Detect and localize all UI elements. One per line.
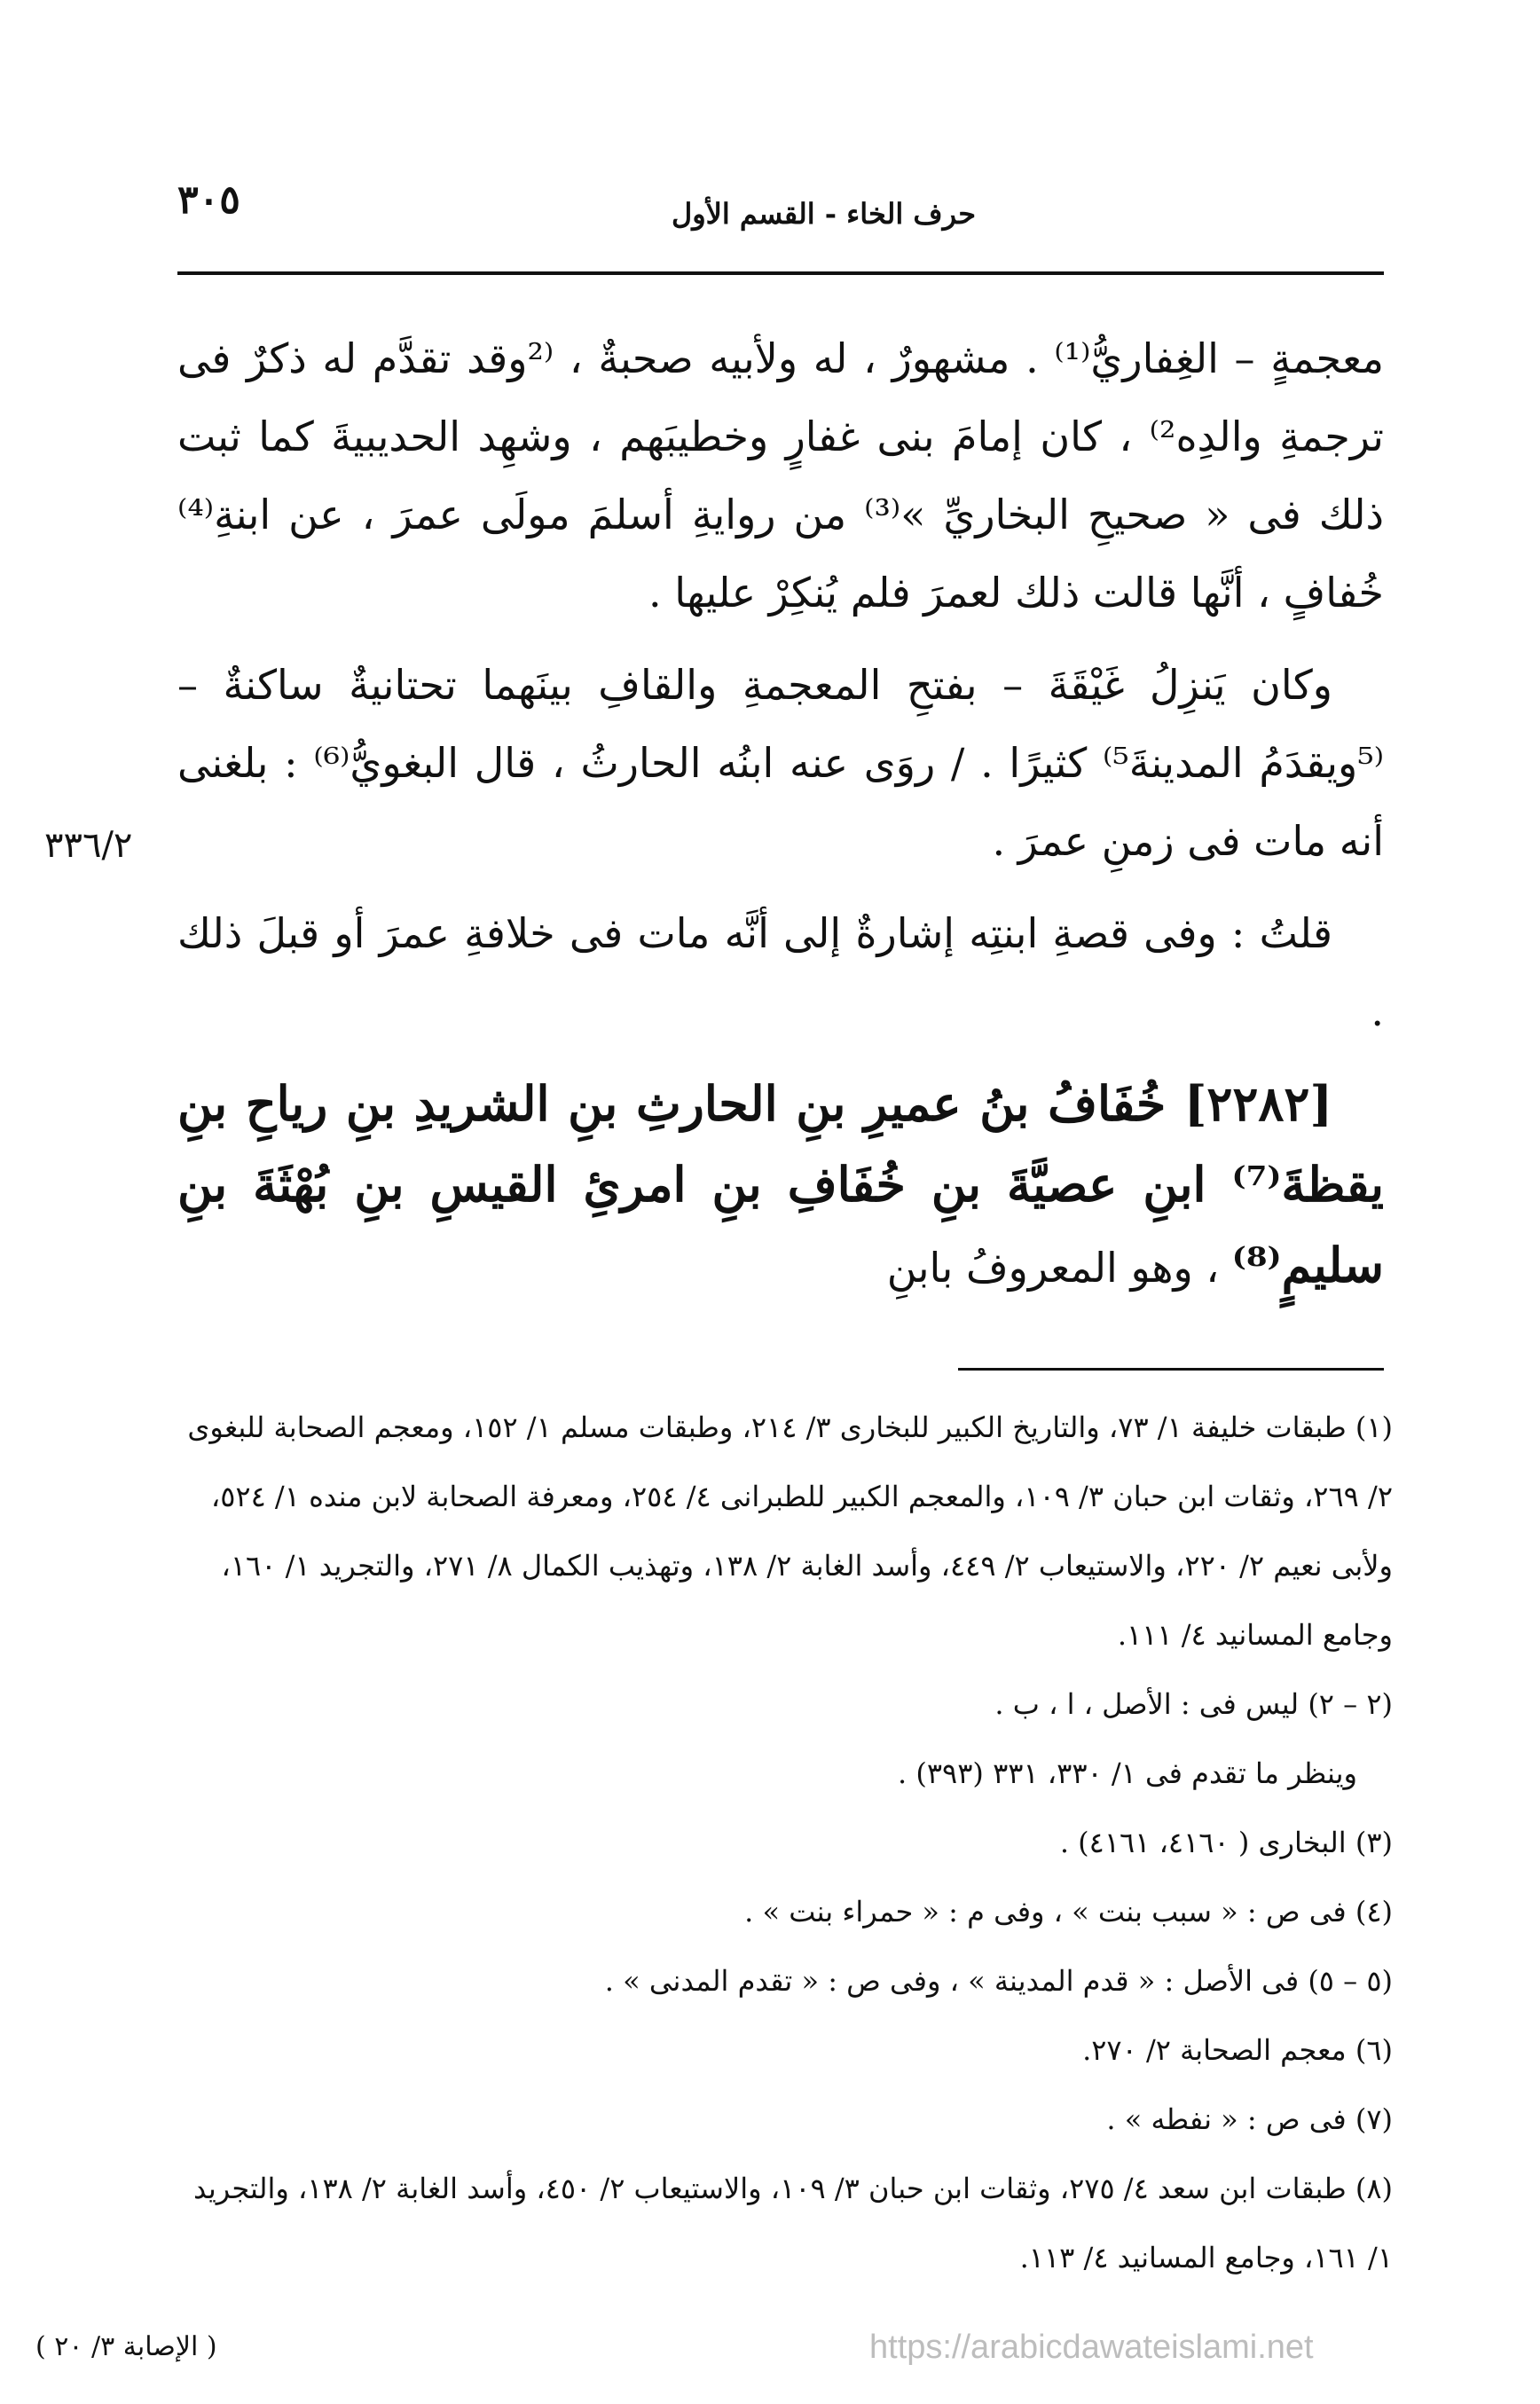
page-number: ٣٠٥ [177, 177, 240, 223]
footnote-4: (٤) فى ص : « سبب بنت » ، وفى م : « حمراء بنت » . [744, 1895, 1393, 1929]
entry-paragraph [177, 1065, 1384, 1307]
edition-reference: ( الإصابة ٣/ ٢٠ ) [35, 2331, 217, 2362]
header-rule [177, 271, 1384, 275]
entry-tail: ، وهو المعروفُ بابنِ [886, 1244, 1220, 1292]
footnote-8: (٨) طبقات ابن سعد ٤/ ٢٧٥، وثقات ابن حبان ٣/ ١٠٩، والاستيعاب ٢/ ٤٥٠، وأسد الغابة ٢/ ١٣٨، والتجريد ١/ ١٦١، وجامع المسانيد ٤/ ١١٣. [193, 2172, 1393, 2274]
footnote-6: (٦) معجم الصحابة ٢/ ٢٧٠. [1082, 2033, 1393, 2067]
watermark-url: https://arabicdawateislami.net [869, 2329, 1314, 2366]
footnote-5: (٥ – ٥) فى الأصل : « قدم المدينة » ، وفى ص : « تقدم المدنى » . [604, 1964, 1393, 1998]
paragraph-3: قلتُ : وفى قصةِ ابنتِه إشارةٌ إلى أنَّه مات فى خلافةِ عمرَ أو قبلَ ذلك . [177, 909, 1384, 1035]
main-text [177, 319, 1384, 1321]
footnotes [169, 1393, 1393, 2292]
footnote-7: (٧) فى ص : « نفطه » . [1106, 2102, 1393, 2136]
entry-heading: [٢٢٨٢] خُفَافُ بنُ عميرِ بنِ الحارثِ بنِ الشريدِ بنِ رياحِ بنِ يقظةَ⁽⁷⁾ ابنِ عصيَّةَ بنِ خُفَافِ بنِ امرئِ القيسِ بنِ بُهْثَةَ بنِ سليمٍ⁽⁸⁾ [177, 1075, 1384, 1293]
paragraph-1: معجمةٍ – الغِفاريُّ⁽¹⁾ . مشهورٌ ، له ولأبيه صحبةٌ ، ⁽²وقد تقدَّم له ذكرٌ فى ترجمةِ والدِه²⁾ ، كان إمامَ بنى غفارٍ وخطيبَهم ، وشهِد الحديبيةَ كما ثبت ذلك فى « صحيحِ البخاريِّ »⁽³⁾ من روايةِ أسلمَ مولَى عمرَ ، عن ابنةِ⁽⁴⁾ خُفافٍ ، أنَّها قالت ذلك لعمرَ فلم يُنكِرْ عليها . [177, 334, 1384, 617]
paragraph-2: وكان يَنزِلُ غَيْقَةَ – بفتحِ المعجمةِ والقافِ بينَهما تحتانيةٌ ساكنةٌ – ⁽⁵ويقدَمُ المدينةَ⁵⁾ كثيرًا . / روَى عنه ابنُه الحارثُ ، قال البغويُّ⁽⁶⁾ : بلغنى أنه مات فى زمنِ عمرَ . [177, 661, 1385, 865]
footnote-rule [958, 1368, 1384, 1371]
footnote-2-note: وينظر ما تقدم فى ١/ ٣٣٠، ٣٣١ (٣٩٣) . [898, 1756, 1357, 1790]
footnote-1: (١) طبقات خليفة ١/ ٧٣، والتاريخ الكبير للبخارى ٣/ ٢١٤، وطبقات مسلم ١/ ١٥٢، ومعجم الصحابة للبغوى ٢/ ٢٦٩، وثقات ابن حبان ٣/ ١٠٩، والمعجم الكبير للطبرانى ٤/ ٢٥٤، ومعرفة الصحابة لابن منده ١/ ٥٢٤، ولأبى نعيم ٢/ ٢٢٠، والاستيعاب ٢/ ٤٤٩، وأسد الغابة ٢/ ١٣٨، وتهذيب الكمال ٨/ ٢٧١، والتجريد ١/ ١٦٠، وجامع المسانيد ٤/ ١١١. [187, 1410, 1393, 1652]
running-head: حرف الخاء - القسم الأول [671, 197, 976, 231]
footnote-3: (٣) البخارى ( ٤١٦٠، ٤١٦١) . [1059, 1826, 1393, 1859]
footnote-2: (٢ – ٢) ليس فى : الأصل ، ا ، ب . [994, 1687, 1393, 1721]
margin-volume-ref: ٣٣٦/٢ [44, 825, 133, 866]
